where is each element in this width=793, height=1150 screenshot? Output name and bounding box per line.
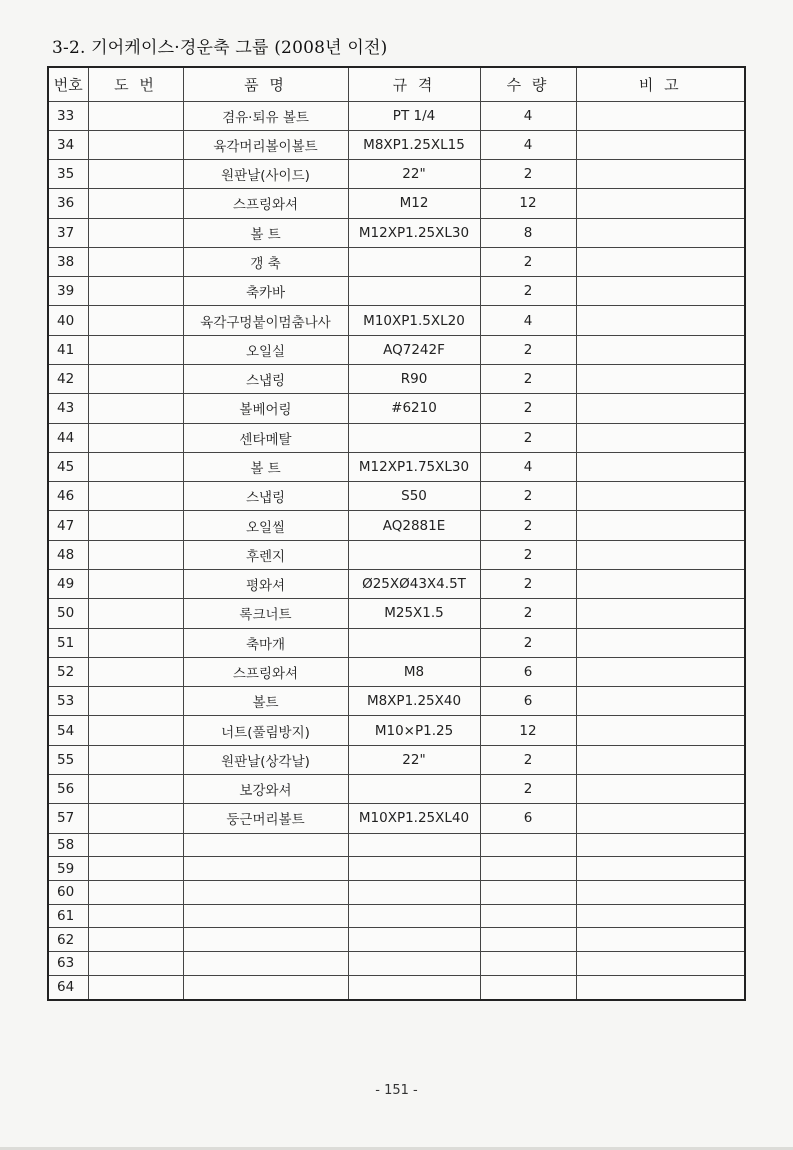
table-row [48,687,745,716]
cell-note [576,628,745,657]
cell-qty: 4 [480,306,576,335]
cell-num: 58 [48,833,88,857]
cell-drawing [88,745,183,774]
cell-num: 45 [48,452,88,481]
cell-qty: 2 [480,745,576,774]
parts-table [47,66,746,1001]
cell-name [183,904,348,928]
cell-num: 64 [48,975,88,1000]
cell-qty: 4 [480,130,576,159]
header-drawing: 도 번 [88,67,183,101]
cell-spec: M12 [348,189,480,218]
table-row [48,880,745,904]
table-row [48,394,745,423]
table-row [48,277,745,306]
page-title: 3-2. 기어케이스·경운축 그룹 (2008년 이전) [52,38,388,58]
cell-qty: 2 [480,335,576,364]
cell-num: 46 [48,482,88,511]
table-row [48,189,745,218]
cell-note [576,189,745,218]
cell-name: 오일실 [183,335,348,364]
cell-qty: 2 [480,394,576,423]
cell-drawing [88,804,183,833]
table-row [48,928,745,952]
cell-qty [480,952,576,976]
cell-qty [480,857,576,881]
header-spec: 규 격 [348,67,480,101]
cell-spec [348,952,480,976]
cell-note [576,511,745,540]
cell-spec: Ø25XØ43X4.5T [348,570,480,599]
cell-name: 스프링와셔 [183,189,348,218]
table-row [48,716,745,745]
cell-num: 50 [48,599,88,628]
table-header-row [48,67,745,101]
cell-spec [348,857,480,881]
cell-name: 원판날(상각날) [183,745,348,774]
cell-drawing [88,628,183,657]
cell-note [576,277,745,306]
cell-name: 겸유·퇴유 볼트 [183,101,348,130]
cell-drawing [88,452,183,481]
cell-note [576,160,745,189]
cell-note [576,745,745,774]
cell-note [576,716,745,745]
cell-spec: R90 [348,365,480,394]
cell-qty: 2 [480,277,576,306]
cell-note [576,130,745,159]
table-row [48,904,745,928]
cell-num: 38 [48,247,88,276]
cell-num: 53 [48,687,88,716]
cell-qty [480,975,576,1000]
cell-spec: M12XP1.75XL30 [348,452,480,481]
table-row [48,657,745,686]
header-num: 번호 [48,67,88,101]
cell-note [576,570,745,599]
cell-name: 볼 트 [183,452,348,481]
cell-note [576,482,745,511]
cell-drawing [88,774,183,803]
cell-num: 56 [48,774,88,803]
cell-num: 37 [48,218,88,247]
cell-qty: 6 [480,804,576,833]
cell-num: 57 [48,804,88,833]
table-row [48,218,745,247]
table-row [48,804,745,833]
table-row [48,335,745,364]
cell-spec: M10XP1.5XL20 [348,306,480,335]
cell-note [576,857,745,881]
cell-drawing [88,975,183,1000]
cell-spec: AQ2881E [348,511,480,540]
table-row [48,952,745,976]
header-note: 비 고 [576,67,745,101]
cell-qty [480,833,576,857]
cell-note [576,975,745,1000]
table-row [48,745,745,774]
cell-spec: M25X1.5 [348,599,480,628]
cell-qty [480,880,576,904]
cell-spec: M12XP1.25XL30 [348,218,480,247]
cell-drawing [88,218,183,247]
cell-name: 오일씰 [183,511,348,540]
cell-drawing [88,160,183,189]
cell-qty: 8 [480,218,576,247]
cell-spec [348,423,480,452]
cell-drawing [88,101,183,130]
cell-qty: 2 [480,628,576,657]
cell-note [576,928,745,952]
table-row [48,160,745,189]
cell-qty: 4 [480,101,576,130]
cell-qty: 2 [480,774,576,803]
cell-spec [348,247,480,276]
cell-drawing [88,130,183,159]
cell-note [576,904,745,928]
cell-name: 평와셔 [183,570,348,599]
cell-qty: 2 [480,511,576,540]
cell-num: 36 [48,189,88,218]
cell-note [576,952,745,976]
cell-num: 42 [48,365,88,394]
cell-spec: 22" [348,745,480,774]
cell-drawing [88,657,183,686]
cell-drawing [88,511,183,540]
cell-note [576,335,745,364]
cell-num: 43 [48,394,88,423]
cell-spec [348,540,480,569]
cell-note [576,833,745,857]
cell-note [576,423,745,452]
cell-num: 49 [48,570,88,599]
cell-note [576,599,745,628]
cell-num: 41 [48,335,88,364]
cell-spec [348,277,480,306]
table-row [48,857,745,881]
page-number: - 151 - [375,1083,418,1098]
cell-name [183,880,348,904]
cell-name: 축마개 [183,628,348,657]
cell-drawing [88,880,183,904]
cell-drawing [88,540,183,569]
cell-spec: M8 [348,657,480,686]
cell-note [576,306,745,335]
cell-spec [348,833,480,857]
cell-qty: 12 [480,189,576,218]
cell-num: 35 [48,160,88,189]
table-row [48,482,745,511]
cell-drawing [88,952,183,976]
cell-num: 62 [48,928,88,952]
cell-name [183,928,348,952]
cell-drawing [88,306,183,335]
cell-drawing [88,189,183,218]
cell-drawing [88,247,183,276]
cell-qty: 12 [480,716,576,745]
cell-drawing [88,904,183,928]
cell-note [576,247,745,276]
table-row [48,570,745,599]
cell-spec: S50 [348,482,480,511]
table-row [48,452,745,481]
cell-qty: 2 [480,247,576,276]
cell-name [183,857,348,881]
cell-name: 둥근머리볼트 [183,804,348,833]
cell-drawing [88,716,183,745]
cell-spec: 22" [348,160,480,189]
table-row [48,247,745,276]
table-row [48,511,745,540]
cell-drawing [88,423,183,452]
cell-name: 보강와셔 [183,774,348,803]
cell-num: 55 [48,745,88,774]
cell-spec: #6210 [348,394,480,423]
cell-num: 40 [48,306,88,335]
cell-num: 48 [48,540,88,569]
table-row [48,599,745,628]
table-row [48,365,745,394]
cell-spec [348,904,480,928]
table-row [48,306,745,335]
cell-name: 스프링와셔 [183,657,348,686]
cell-qty: 2 [480,482,576,511]
cell-num: 44 [48,423,88,452]
cell-qty [480,904,576,928]
cell-name [183,952,348,976]
cell-spec [348,628,480,657]
cell-qty: 2 [480,365,576,394]
cell-note [576,687,745,716]
cell-name: 육각구멍붙이멈춤나사 [183,306,348,335]
cell-drawing [88,857,183,881]
cell-name: 축카바 [183,277,348,306]
cell-spec [348,975,480,1000]
cell-name: 육각머리볼이볼트 [183,130,348,159]
cell-note [576,365,745,394]
cell-qty: 6 [480,657,576,686]
cell-drawing [88,599,183,628]
cell-drawing [88,335,183,364]
table-row [48,774,745,803]
cell-num: 61 [48,904,88,928]
table-row [48,423,745,452]
cell-name: 록크너트 [183,599,348,628]
cell-name: 스냅링 [183,365,348,394]
cell-name: 볼트 [183,687,348,716]
cell-qty: 2 [480,599,576,628]
cell-drawing [88,833,183,857]
cell-qty: 2 [480,540,576,569]
cell-name: 너트(풀림방지) [183,716,348,745]
cell-drawing [88,394,183,423]
cell-note [576,218,745,247]
header-qty: 수 량 [480,67,576,101]
cell-drawing [88,570,183,599]
cell-name: 갱 축 [183,247,348,276]
table-body [48,101,745,1000]
cell-qty: 2 [480,160,576,189]
cell-name: 후렌지 [183,540,348,569]
cell-note [576,657,745,686]
cell-spec: M8XP1.25X40 [348,687,480,716]
cell-note [576,394,745,423]
cell-name: 원판날(사이드) [183,160,348,189]
cell-note [576,540,745,569]
cell-num: 39 [48,277,88,306]
cell-name [183,975,348,1000]
table-row [48,540,745,569]
cell-spec: PT 1/4 [348,101,480,130]
cell-note [576,880,745,904]
cell-num: 47 [48,511,88,540]
table-row [48,130,745,159]
cell-num: 63 [48,952,88,976]
cell-spec [348,928,480,952]
table-row [48,833,745,857]
header-name: 품 명 [183,67,348,101]
cell-note [576,101,745,130]
cell-num: 51 [48,628,88,657]
cell-spec [348,880,480,904]
table-row [48,101,745,130]
cell-num: 34 [48,130,88,159]
cell-name: 스냅링 [183,482,348,511]
cell-note [576,804,745,833]
cell-name: 볼 트 [183,218,348,247]
cell-qty: 4 [480,452,576,481]
cell-drawing [88,277,183,306]
cell-qty [480,928,576,952]
cell-drawing [88,482,183,511]
cell-name: 센타메탈 [183,423,348,452]
cell-num: 52 [48,657,88,686]
cell-spec: M10×P1.25 [348,716,480,745]
cell-qty: 6 [480,687,576,716]
cell-spec [348,774,480,803]
cell-drawing [88,687,183,716]
cell-num: 33 [48,101,88,130]
cell-qty: 2 [480,423,576,452]
cell-spec: AQ7242F [348,335,480,364]
table-row [48,628,745,657]
cell-spec: M8XP1.25XL15 [348,130,480,159]
table-row [48,975,745,1000]
cell-drawing [88,928,183,952]
cell-name [183,833,348,857]
cell-name: 볼베어링 [183,394,348,423]
cell-drawing [88,365,183,394]
cell-qty: 2 [480,570,576,599]
cell-num: 59 [48,857,88,881]
cell-spec: M10XP1.25XL40 [348,804,480,833]
cell-note [576,774,745,803]
cell-note [576,452,745,481]
cell-num: 54 [48,716,88,745]
cell-num: 60 [48,880,88,904]
